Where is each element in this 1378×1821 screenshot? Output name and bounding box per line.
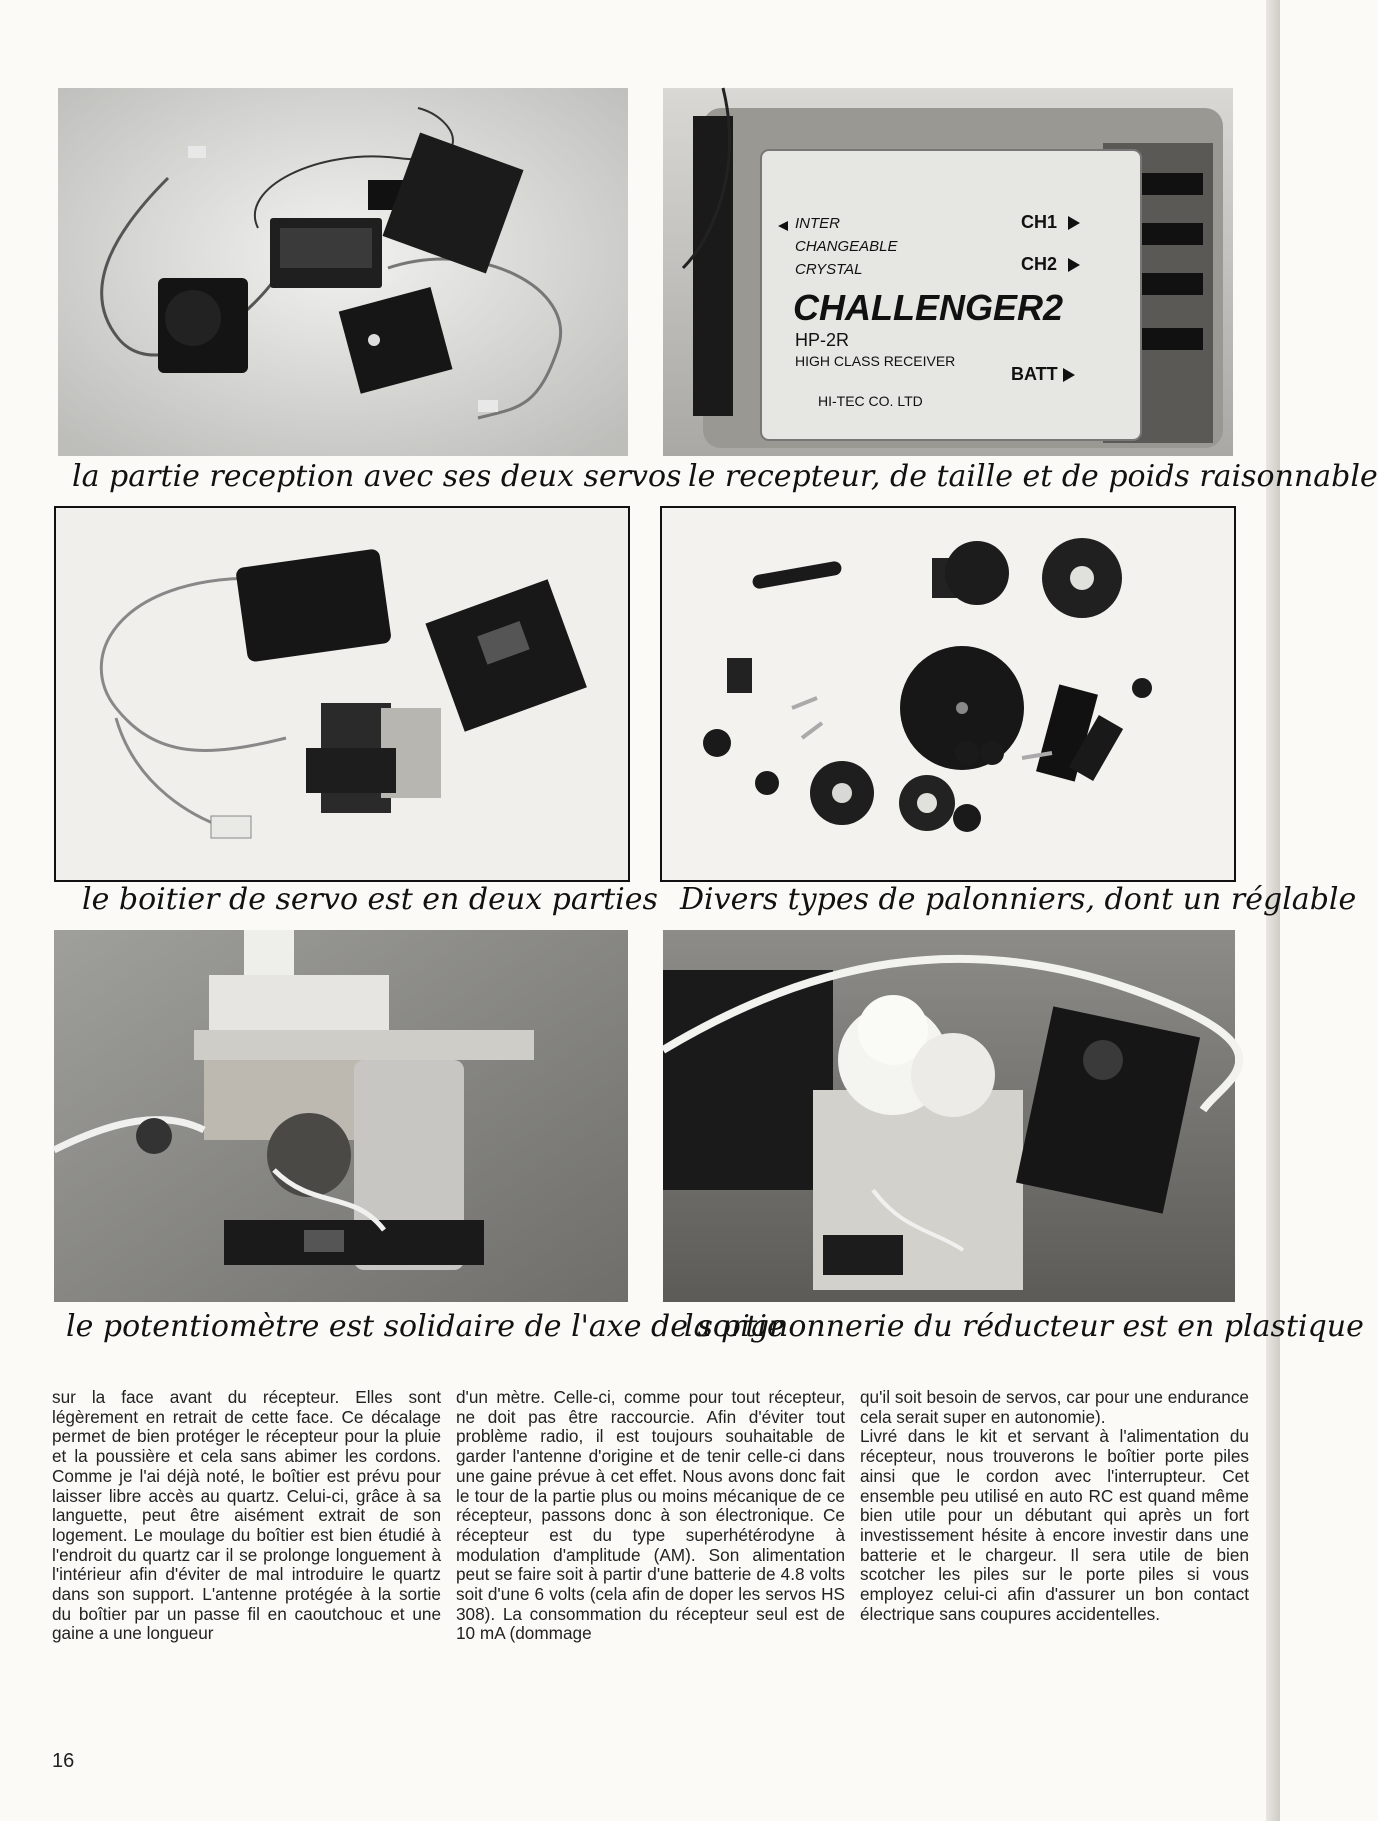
caption-servo-case: le boitier de servo est en deux parties — [82, 882, 658, 917]
photo-receiver — [663, 88, 1233, 456]
receiver-ch2: CH2 — [1021, 254, 1058, 274]
article-col3-paragraph-1: qu'il soit besoin de servos, car pour une endurance cela serait super en autonomie). — [860, 1387, 1249, 1427]
article-col2-text: d'un mètre. Celle-ci, comme pour tout récepteur, ne doit pas être raccourcie. Afin d'éviter tout problème radio, il est toujours souhaitable de garder l'antenne d'origine et de tenir celle-ci dans une gaine prévue à cet effet. Nous avons donc fait le tour de la partie plus ou moins mécanique de ce récepteur, passons donc à son électronique. Ce récepteur est du type superhétérodyne à modulation d'amplitude (AM). Son alimentation peut se faire soit à partir d'une batterie de 4.8 volts soit d'une 6 volts (cela afin de doper les servos HS 308). La consommation du récepteur seul est de 10 mA (dommage — [456, 1387, 845, 1644]
photo-gear-train — [663, 930, 1235, 1302]
receiver-label-line2: CHANGEABLE — [795, 238, 898, 255]
receiver-brand: CHALLENGER2 — [793, 287, 1064, 328]
photo-servo-horns — [660, 506, 1236, 882]
caption-gear-train: la pignonnerie du réducteur est en plastique — [684, 1309, 1364, 1344]
article-column-1 — [52, 1388, 441, 1644]
caption-servo-horns: Divers types de palonniers, dont un réglable — [680, 882, 1357, 917]
article-column-3 — [860, 1388, 1249, 1624]
caption-receiver: le recepteur, de taille et de poids raisonnable — [688, 459, 1378, 494]
receiver-batt: BATT — [1011, 364, 1058, 384]
article-column-2 — [456, 1388, 845, 1644]
receiver-label-line3: CRYSTAL — [795, 261, 863, 278]
article-col1-text: sur la face avant du récepteur. Elles sont légèrement en retrait de cette face. Ce décalage permet de bien protéger le récepteur pour la pluie et la poussière et cela sans abimer les cordons. Comme je l'ai déjà noté, le boîtier est prévu pour laisser libre accès au quartz. Celui-ci, grâce à sa languette, peut être aisément extrait de son logement. Le moulage du boîtier est bien étudié à l'endroit du quartz car il se prolonge longuement à l'intérieur afin d'éviter de mal introduire le quartz dans son support. L'antenne protégée à la sortie du boîtier par un passe fil en caoutchouc et une gaine a une longueur — [52, 1387, 441, 1644]
page-number: 16 — [52, 1750, 75, 1772]
article-col3-paragraph-2: Livré dans le kit et servant à l'alimentation du récepteur, nous trouverons le boîtier porte piles ainsi que le cordon avec l'interrupteur. Cet ensemble peu utilisé en auto RC est quand même bien utile pour un débutant qui après un fort investissement hésite à encore investir dans une batterie et le chargeur. Il sera utile de bien scotcher les piles sur le porte piles si vous employez celui-ci afin d'assurer un bon contact électrique sans coupures accidentelles. — [860, 1426, 1249, 1624]
receiver-label-line1: INTER — [795, 215, 840, 232]
photo-servo-case — [54, 506, 630, 882]
receiver-description: HIGH CLASS RECEIVER — [795, 353, 956, 369]
caption-potentiometer: le potentiomètre est solidaire de l'axe de sortie — [66, 1309, 785, 1344]
photo-reception-set — [58, 88, 628, 456]
receiver-maker: HI-TEC CO. LTD — [818, 393, 923, 409]
receiver-ch1: CH1 — [1021, 212, 1058, 232]
photo-potentiometer — [54, 930, 628, 1302]
receiver-model: HP-2R — [795, 330, 850, 350]
caption-reception-set: la partie reception avec ses deux servos — [72, 459, 682, 494]
